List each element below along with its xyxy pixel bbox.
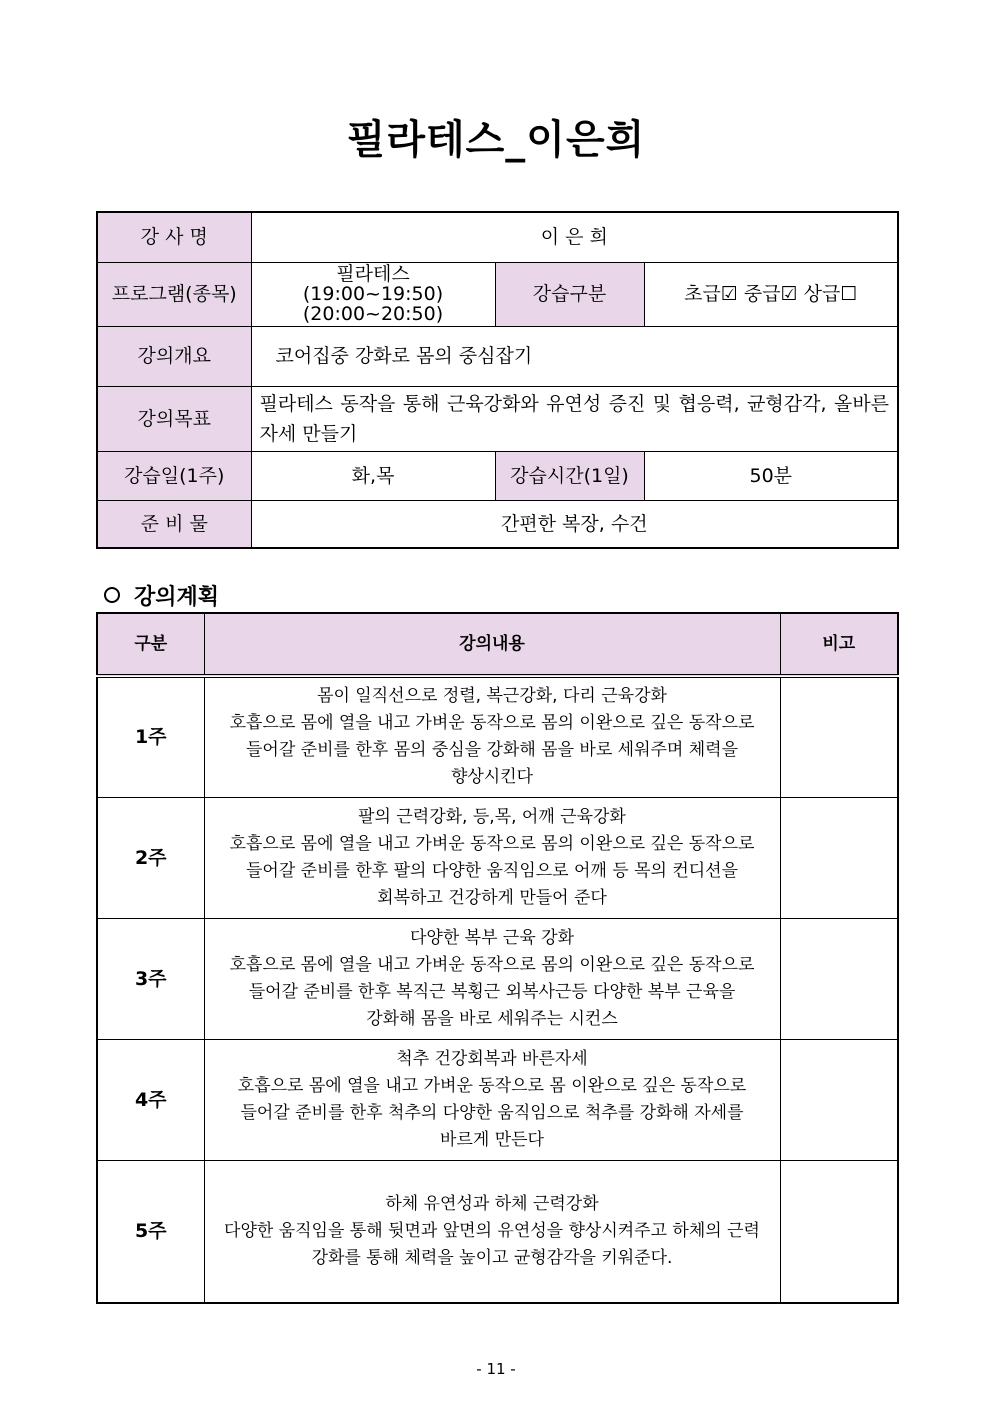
duration-value: 50분 [644, 451, 898, 500]
week-cell: 2주 [97, 797, 204, 918]
note-cell [780, 1160, 898, 1303]
note-cell [780, 797, 898, 918]
content-line: 다양한 움직임을 통해 뒷면과 앞면의 유연성을 향상시켜주고 하체의 근력 [224, 1220, 760, 1241]
header-cell-category: 구분 [97, 613, 204, 676]
content-line: 향상시킨다 [450, 767, 534, 788]
circle-bullet-icon [104, 587, 120, 603]
program-line: (20:00~20:50) [302, 303, 444, 325]
content-line: 하체 유연성과 하체 근력강화 [385, 1193, 599, 1214]
week-cell: 3주 [97, 918, 204, 1039]
content-line: 강화해 몸을 바로 세워주는 시컨스 [366, 1008, 618, 1029]
program-label: 프로그램(종목) [97, 262, 251, 326]
instructor-value: 이 은 희 [251, 212, 898, 262]
content-line: 다양한 복부 근육 강화 [409, 927, 574, 948]
program-row [97, 262, 898, 326]
content-line: 강화를 통해 체력을 높이고 균형감각을 키워준다. [311, 1247, 673, 1268]
prep-value: 간편한 복장, 수건 [251, 500, 898, 548]
content-line: 호흡으로 몸에 열을 내고 가벼운 동작으로 몸의 이완으로 깊은 동작으로 [229, 954, 755, 975]
week-cell: 1주 [97, 676, 204, 797]
content-line: 몸이 일직선으로 정렬, 복근강화, 다리 근육강화 [317, 686, 667, 707]
program-line: 필라테스 [336, 263, 410, 285]
days-value: 화,목 [251, 451, 495, 500]
level-label: 강습구분 [495, 262, 644, 326]
content-cell [204, 797, 780, 918]
section-heading [104, 580, 219, 611]
prep-label: 준 비 물 [97, 500, 251, 548]
content-line: 호흡으로 몸에 열을 내고 가벼운 동작으로 몸의 이완으로 깊은 동작으로 [229, 713, 755, 734]
table-row [97, 676, 898, 797]
note-cell [780, 1039, 898, 1160]
content-line: 호흡으로 몸에 열을 내고 가벼운 동작으로 몸의 이완으로 깊은 동작으로 [229, 833, 755, 854]
content-cell [204, 1039, 780, 1160]
header-cell-note: 비고 [780, 613, 898, 676]
content-line: 들어갈 준비를 한후 몸의 중심을 강화해 몸을 바로 세워주며 체력을 [245, 740, 739, 761]
content-cell [204, 918, 780, 1039]
week-cell: 5주 [97, 1160, 204, 1303]
header-cell-content: 강의내용 [204, 613, 780, 676]
content-line: 회복하고 건강하게 만들어 준다 [377, 887, 607, 908]
goal-value: 필라테스 동작을 통해 근육강화와 유연성 증진 및 협응력, 균형감각, 올바른 자세 만들기 [251, 386, 898, 451]
content-line: 호흡으로 몸에 열을 내고 가벼운 동작으로 몸 이완으로 깊은 동작으로 [237, 1075, 747, 1096]
lecture-info-table [96, 211, 899, 549]
content-line: 들어갈 준비를 한후 복직근 복횡근 외복사근등 다양한 복부 근육을 [248, 981, 736, 1002]
content-cell [204, 1160, 780, 1303]
table-row [97, 918, 898, 1039]
overview-row [97, 326, 898, 386]
table-row [97, 1039, 898, 1160]
overview-label: 강의개요 [97, 326, 251, 386]
table-row [97, 1160, 898, 1303]
content-line: 들어갈 준비를 한후 팔의 다양한 움직임으로 어깨 등 목의 컨디션을 [245, 860, 739, 881]
note-cell [780, 676, 898, 797]
content-cell [204, 676, 780, 797]
content-line: 들어갈 준비를 한후 척추의 다양한 움직임으로 척추를 강화해 자세를 [240, 1102, 744, 1123]
lecture-plan-table [96, 612, 899, 1304]
table-row [97, 797, 898, 918]
days-label: 강습일(1주) [97, 451, 251, 500]
goal-label: 강의목표 [97, 386, 251, 451]
overview-value: 코어집중 강화로 몸의 중심잡기 [251, 326, 898, 386]
content-line: 바르게 만든다 [440, 1129, 544, 1150]
instructor-label: 강 사 명 [97, 212, 251, 262]
schedule-row [97, 451, 898, 500]
instructor-row [97, 212, 898, 262]
week-cell: 4주 [97, 1039, 204, 1160]
section-title: 강의계획 [134, 585, 220, 610]
note-cell [780, 918, 898, 1039]
page-number: - 11 - [476, 1360, 516, 1378]
level-value: 초급☑ 중급☑ 상급☐ [644, 262, 898, 326]
plan-header-row [97, 613, 898, 676]
content-line: 척추 건강회복과 바른자세 [396, 1048, 588, 1069]
prep-row [97, 500, 898, 548]
goal-row [97, 386, 898, 451]
duration-label: 강습시간(1일) [495, 451, 644, 500]
content-line: 팔의 근력강화, 등,목, 어깨 근육강화 [358, 806, 626, 827]
document-title: 필라테스_이은희 [346, 117, 646, 163]
program-value [251, 262, 495, 326]
program-line: (19:00~19:50) [302, 283, 444, 305]
